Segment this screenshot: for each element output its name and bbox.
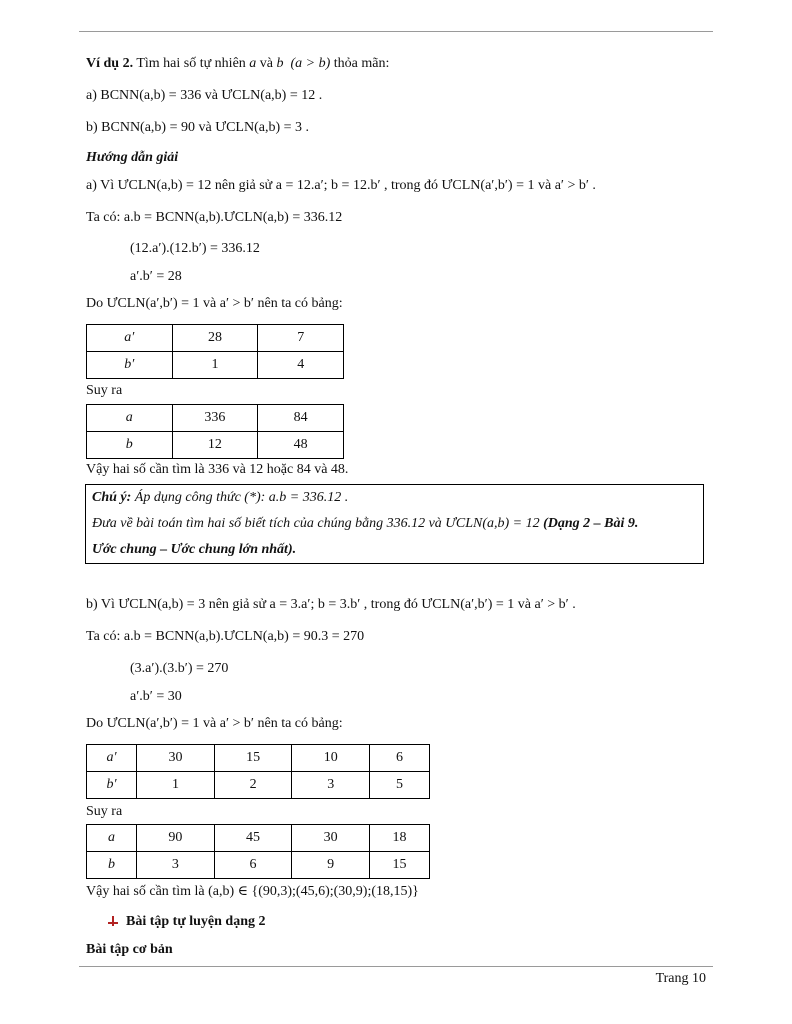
note-line3: Ước chung – Ước chung lớn nhất). <box>92 542 297 557</box>
table-row <box>87 852 430 879</box>
note-line2-text: Đưa về bài toán tìm hai số biết tích của chúng bằng 336.12 và ƯCLN(a,b) = 12 <box>92 516 544 531</box>
table-cell: 1 <box>172 352 258 379</box>
table-cell: 6 <box>370 745 430 772</box>
table-cell: 15 <box>214 745 292 772</box>
conclusion-b-text: Vậy hai số cần tìm là <box>86 884 209 899</box>
sol-b-line5: Do ƯCLN(a′,b′) = 1 và a′ > b′ nên ta có bảng: <box>86 716 343 731</box>
table-cell: 84 <box>258 405 344 432</box>
table-row <box>87 352 344 379</box>
table-cell: a <box>87 405 173 432</box>
sol-b-line1: b) Vì ƯCLN(a,b) = 3 nên giả sử a = 3.a′; b = 3.b′ , trong đó ƯCLN(a′,b′) = 1 và a′ > b′ . <box>86 597 576 612</box>
red-cross-bullet-icon <box>108 916 118 926</box>
table-cell: 28 <box>172 325 258 352</box>
table-row <box>87 772 430 799</box>
sol-a-line5: Do ƯCLN(a′,b′) = 1 và a′ > b′ nên ta có bảng: <box>86 296 343 311</box>
table-cell: b′ <box>87 772 137 799</box>
sol-b-line3: (3.a′).(3.b′) = 270 <box>130 661 229 676</box>
sol-a-line4: a′.b′ = 28 <box>130 269 182 284</box>
table-cell: 7 <box>258 325 344 352</box>
table-cell: a′ <box>87 325 173 352</box>
var-b: b <box>276 56 284 71</box>
subsection-title <box>86 941 173 959</box>
table-cell: 18 <box>369 825 429 852</box>
table-b2 <box>86 824 430 879</box>
table-cell: 30 <box>137 745 215 772</box>
conclusion-a: Vậy hai số cần tìm là 336 và 12 hoặc 84 và 48. <box>86 462 349 477</box>
table-cell: b <box>87 852 137 879</box>
note-line1-text: Áp dụng công thức (*): a.b = 336.12 . <box>131 490 349 505</box>
table-cell: 2 <box>214 772 292 799</box>
table-cell: 48 <box>258 432 344 459</box>
note-line1 <box>92 489 348 507</box>
table-cell: 15 <box>369 852 429 879</box>
suy-ra-a: Suy ra <box>86 383 123 398</box>
example-heading <box>86 55 389 73</box>
table-row <box>87 825 430 852</box>
table-cell: 10 <box>292 745 370 772</box>
table-cell: b <box>87 432 173 459</box>
example-intro: Tìm hai số tự nhiên <box>133 56 250 71</box>
table-cell: 9 <box>292 852 370 879</box>
table-a2 <box>86 404 344 459</box>
footer-rule <box>79 966 713 967</box>
page-number: Trang 10 <box>655 971 706 986</box>
table-cell: 1 <box>137 772 215 799</box>
table-row <box>87 325 344 352</box>
header-rule <box>79 31 713 32</box>
example-title: Ví dụ 2. <box>86 56 134 71</box>
table-cell: 336 <box>172 405 258 432</box>
part-a: a) BCNN(a,b) = 336 và ƯCLN(a,b) = 12 . <box>86 88 323 103</box>
condition: (a > b) <box>290 56 331 71</box>
note-line2-bold: (Dạng 2 – Bài 9. <box>543 516 639 531</box>
sol-a-line2: Ta có: a.b = BCNN(a,b).ƯCLN(a,b) = 336.12 <box>86 210 343 225</box>
table-a1 <box>86 324 344 379</box>
table-cell: 45 <box>214 825 292 852</box>
table-cell: 30 <box>292 825 370 852</box>
suy-ra-b: Suy ra <box>86 804 123 819</box>
section-heading <box>108 913 266 931</box>
table-cell: 5 <box>370 772 430 799</box>
part-b: b) BCNN(a,b) = 90 và ƯCLN(a,b) = 3 . <box>86 120 310 135</box>
and-word: và <box>256 56 277 71</box>
table-cell: a′ <box>87 745 137 772</box>
var-a: a <box>249 56 257 71</box>
table-cell: 4 <box>258 352 344 379</box>
table-cell: b′ <box>87 352 173 379</box>
note-box <box>85 484 704 564</box>
table-row <box>87 405 344 432</box>
sol-b-line4: a′.b′ = 30 <box>130 689 182 704</box>
conclusion-b-math: (a,b) ∈ {(90,3);(45,6);(30,9);(18,15)} <box>208 884 419 899</box>
table-cell: 90 <box>137 825 215 852</box>
table-row <box>87 432 344 459</box>
guide-title: Hướng dẫn giải <box>86 150 179 165</box>
sol-b-line2: Ta có: a.b = BCNN(a,b).ƯCLN(a,b) = 90.3 = 270 <box>86 629 365 644</box>
section-title: Bài tập tự luyện dạng 2 <box>126 914 266 929</box>
sol-a-line3: (12.a′).(12.b′) = 336.12 <box>130 241 260 256</box>
conclusion-b <box>86 883 419 901</box>
note-line2 <box>92 515 638 533</box>
table-cell: 3 <box>137 852 215 879</box>
table-b1 <box>86 744 430 799</box>
subsection-title-text: Bài tập cơ bản <box>86 942 173 957</box>
sol-a-line1: a) Vì ƯCLN(a,b) = 12 nên giả sử a = 12.a′; b = 12.b′ , trong đó ƯCLN(a′,b′) = 1 và a′ > b′ . <box>86 178 596 193</box>
table-row <box>87 745 430 772</box>
table-cell: 6 <box>214 852 292 879</box>
note-label: Chú ý: <box>92 490 132 505</box>
table-cell: 3 <box>292 772 370 799</box>
table-cell: a <box>87 825 137 852</box>
example-tail: thỏa mãn: <box>330 56 390 71</box>
table-cell: 12 <box>172 432 258 459</box>
